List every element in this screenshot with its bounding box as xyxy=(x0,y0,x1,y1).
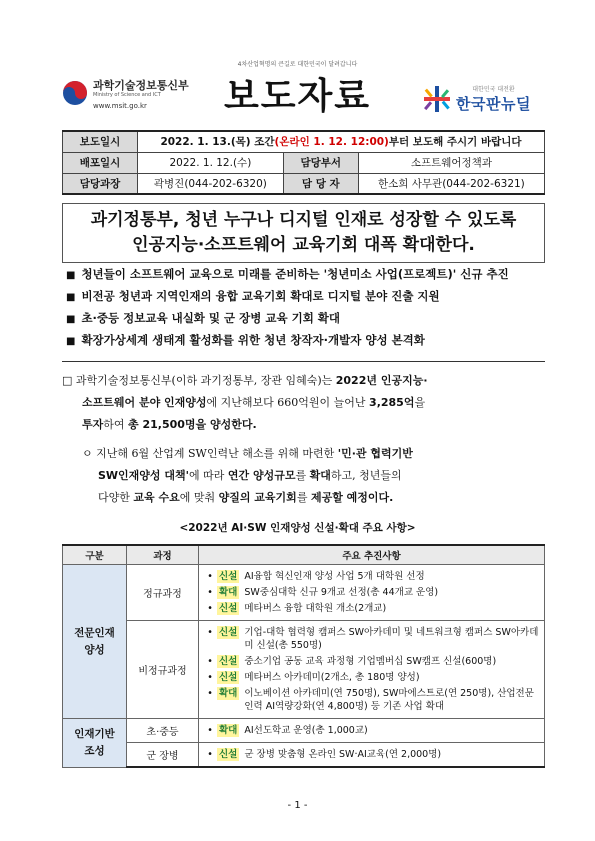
new-deal-logo xyxy=(422,84,531,114)
table-row: • 신설 AI융합 혁신인재 양성 사업 5개 대학원 선정 xyxy=(207,571,425,582)
items-cell xyxy=(199,565,545,621)
new-deal-mark-icon xyxy=(422,85,452,113)
msit-name: 과학기술정보통신부 xyxy=(93,79,189,92)
summary-bullet: ■ 확장가상세계 생태계 활성화를 위한 청년 창작자·개발자 양성 본격화 xyxy=(62,330,545,352)
table-header: 과정 xyxy=(127,545,199,565)
items-cell xyxy=(199,621,545,719)
summary-bullet: ■ 비전공 청년과 지역인재의 융합 교육기회 확대로 디지털 분야 진출 지원 xyxy=(62,286,545,308)
table-row: • 신설 기업-대학 협력형 캠퍼스 SW아카데미 및 네트워크형 캠퍼스 SW아카데미 신설(총 550명) xyxy=(207,627,539,651)
table-header: 주요 추진사항 xyxy=(199,545,545,565)
summary-bullets xyxy=(62,264,545,352)
course-irregular: 비정규과정 xyxy=(127,621,199,719)
category-professional: 전문인재 양성 xyxy=(63,565,127,719)
manager-label: 담당과장 xyxy=(63,173,138,194)
embargo-value: 2022. 1. 13.(목) 조간(온라인 1. 12. 12:00)부터 보도해 주시기 바랍니다 xyxy=(138,131,545,152)
release-info-table xyxy=(62,130,545,195)
release-label: 배포일시 xyxy=(63,152,138,173)
table-row: • 신설 중소기업 공동 교육 과정형 기업멤버십 SW캠프 신설(600명) xyxy=(207,656,497,667)
items-cell xyxy=(199,719,545,743)
table-row: • 확대 AI선도학교 운영(총 1,000교) xyxy=(207,725,368,736)
new-deal-name: 한국판뉴딜 xyxy=(456,95,531,113)
manager-value: 곽병진(044-202-6320) xyxy=(138,173,284,194)
body-paragraph-1: □ 과학기술정보통신부(이하 과기정통부, 장관 임혜숙)는 2022년 인공지능· 소프트웨어 분야 인재양성에 지난해보다 660억원이 늘어난 3,285억을 투자하여 총 21,500명을 양성한다. xyxy=(62,374,428,431)
course-k12: 초·중등 xyxy=(127,719,199,743)
page-number: - 1 - xyxy=(287,800,308,811)
header-slogan: 4차산업혁명의 큰길로 대한민국이 달려갑니다 xyxy=(237,61,358,68)
table-row: • 신설 군 장병 맞춤형 온라인 SW·AI교육(연 2,000명) xyxy=(207,749,442,760)
page-header xyxy=(0,0,595,125)
page-title: 보도자료 xyxy=(223,75,372,117)
new-deal-sub: 대한민국 대전환 xyxy=(472,86,515,93)
section-divider xyxy=(62,361,545,362)
headline-box xyxy=(62,203,545,263)
dept-value: 소프트웨어정책과 xyxy=(358,152,544,173)
key-items-table xyxy=(62,544,545,768)
contact-value: 한소희 사무관(044-202-6321) xyxy=(358,173,544,194)
release-value: 2022. 1. 12.(수) xyxy=(138,152,284,173)
summary-bullet: ■ 청년들이 소프트웨어 교육으로 미래를 준비하는 '청년미소 사업(프로젝트)' 신규 추진 xyxy=(62,264,545,286)
summary-bullet: ■ 초·중등 정보교육 내실화 및 군 장병 교육 기회 확대 xyxy=(62,308,545,330)
msit-en-name: Ministry of Science and ICT xyxy=(93,92,161,98)
headline-line-1: 과기정통부, 청년 누구나 디지털 인재로 성장할 수 있도록 xyxy=(90,210,517,230)
msit-logo xyxy=(62,80,189,110)
table-title: <2022년 AI·SW 인재양성 신설·확대 주요 사항> xyxy=(179,522,416,534)
msit-url: www.msit.go.kr xyxy=(93,102,147,110)
table-row: • 신설 메타버스 아카데미(2개소, 총 180명 양성) xyxy=(207,672,420,683)
headline-line-2: 인공지능·소프트웨어 교육기회 대폭 확대한다. xyxy=(132,235,475,255)
table-header: 구분 xyxy=(63,545,127,565)
embargo-label: 보도일시 xyxy=(63,131,138,152)
table-row: • 확대 SW중심대학 신규 9개교 선정(총 44개교 운영) xyxy=(207,587,439,598)
table-row: • 신설 메타버스 융합 대학원 개소(2개교) xyxy=(207,603,387,614)
contact-label: 담 당 자 xyxy=(283,173,358,194)
items-cell xyxy=(199,743,545,768)
table-row: • 확대 이노베이션 아카데미(연 750명), SW마에스트로(연 250명), 산업전문인력 AI역량강화(연 4,800명) 등 기존 사업 확대 xyxy=(207,688,534,712)
taeguk-icon xyxy=(62,80,88,106)
body-paragraph-2: ㅇ 지난해 6월 산업계 SW인력난 해소를 위해 마련한 '민·관 협력기반 SW인재양성 대책'에 따라 연간 양성규모를 확대하고, 청년들의 다양한 교육 수요에 맞춰 양질의 교육기회를 제공할 예정이다. xyxy=(82,447,413,504)
course-regular: 정규과정 xyxy=(127,565,199,621)
dept-label: 담당부서 xyxy=(283,152,358,173)
category-foundation: 인재기반 조성 xyxy=(63,719,127,768)
course-military: 군 장병 xyxy=(127,743,199,768)
